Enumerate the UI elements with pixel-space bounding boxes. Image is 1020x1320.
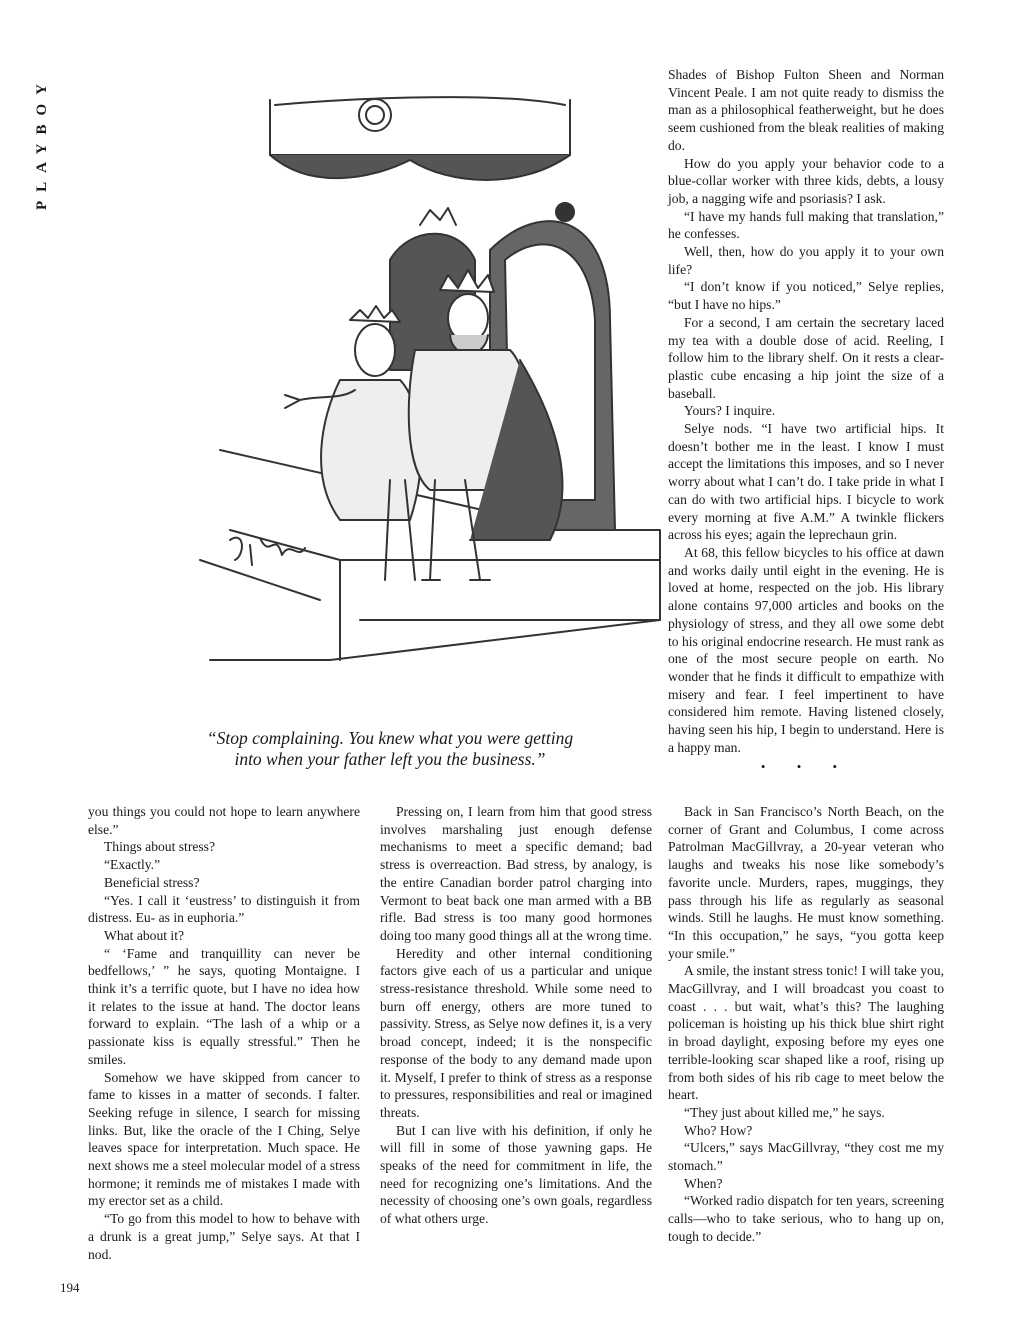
article-column-2 xyxy=(380,803,652,1228)
paragraph: “ ‘Fame and tranquillity can never be bedfellows,’ ” he says, quoting Montaigne. I think it’s a terrific quote, but I have no idea how it relates to the issue at hand. The doctor leans forward to explain. “The lash of a whip or a passionate kiss is equally stressful.” Then he smiles. xyxy=(88,945,360,1067)
caption-line-2: into when your father left you the business.” xyxy=(234,749,546,769)
cartoon-illustration xyxy=(190,60,670,720)
article-column-right-top xyxy=(668,66,944,776)
paragraph: “Yes. I call it ‘eustress’ to distinguish it from distress. Eu- as in euphoria.” xyxy=(88,892,360,926)
paragraph: But I can live with his definition, if only he will fill in some of those yawning gaps. He speaks of the need for commitment in life, the need for recognizing one’s limitations. And the necessity of choosing one’s own goals, regardless of what others urge. xyxy=(380,1122,652,1227)
paragraph: “I don’t know if you noticed,” Selye replies, “but I have no hips.” xyxy=(668,279,944,313)
article-column-3 xyxy=(668,803,944,1246)
paragraph: Beneficial stress? xyxy=(104,874,200,890)
paragraph: Who? How? xyxy=(684,1122,753,1138)
paragraph: “Exactly.” xyxy=(104,857,161,873)
paragraph: A smile, the instant stress tonic! I will take you, MacGillvray, and I will broadcast you coast to coast . . . but wait, what’s this? The laughing policeman is hoisting up his thick blue shirt right in broad daylight, exposing before my eyes one terrible-looking scar shaped like a roof, rising up from both sides of his rib cage to meet below the heart. xyxy=(668,963,944,1103)
paragraph: Things about stress? xyxy=(104,839,216,855)
paragraph: “I have my hands full making that translation,” he confesses. xyxy=(668,208,944,242)
paragraph: Pressing on, I learn from him that good stress involves marshaling just enough defense mechanisms to meet a specific demand; bad stress is overreaction. Bad stress, by analogy, is the entire Canadian border patrol charging into Vermont to beat back one man armed with a BB rifle. Bad stress is too many good hormones doing too many good things all at the wrong time. xyxy=(380,804,652,943)
paragraph: For a second, I am certain the secretary laced my tea with a double dose of acid. Reeling, I follow him to the library shelf. On it rests a clear-plastic cube encasing a hip joint the size of a baseball. xyxy=(668,314,944,401)
paragraph: “Ulcers,” says MacGillvray, “they cost me my stomach.” xyxy=(668,1140,944,1174)
paragraph: “To go from this model to how to behave with a drunk is a great jump,” Selye says. At that I nod. xyxy=(88,1211,360,1262)
paragraph: What about it? xyxy=(104,927,185,943)
paragraph: Somehow we have skipped from cancer to fame to kisses in a matter of seconds. I falter. Seeking refuge in silence, I search for missing links. But, like the oracle of the I Ching, Selye leaves space for interpretation. Much space. He next shows me a steel molecular model of a stress hormone; it reminds me of mistakes I made with my erector set as a child. xyxy=(88,1069,360,1209)
paragraph: Yours? I inquire. xyxy=(684,403,776,419)
section-break-dots: • • • xyxy=(760,759,852,775)
cartoon-caption xyxy=(140,728,640,770)
paragraph: How do you apply your behavior code to a blue-collar worker with three kids, debts, a lousy job, a nagging wife and psoriasis? I ask. xyxy=(668,155,944,206)
masthead xyxy=(28,60,68,220)
page-number: 194 xyxy=(60,1280,80,1295)
paragraph: “They just about killed me,” he says. xyxy=(684,1104,885,1120)
paragraph: you things you could not hope to learn anywhere else.” xyxy=(88,804,360,837)
paragraph: “Worked radio dispatch for ten years, screening calls—who to take serious, who to hang up on, tough to decide.” xyxy=(668,1193,944,1244)
masthead-text: PLAYBOY xyxy=(34,75,50,210)
caption-line-1: “Stop complaining. You knew what you were getting xyxy=(206,728,574,748)
paragraph: Back in San Francisco’s North Beach, on the corner of Grant and Columbus, I come across Patrolman MacGillvray, a 20-year veteran who laughs and tweaks his nose like somebody’s favorite uncle. Murders, rapes, muggings, they pass through his life as regularly as seasonal winds. Still he laughs. He must know something. “In this occupation,” he says, “you gotta keep your smile.” xyxy=(668,804,944,961)
paragraph: Selye nods. “I have two artificial hips. It doesn’t bother me in the least. I know I must accept the limitations this imposes, and so I never worry about what I can’t do. I take pride in what I can do with two artificial hips. I bicycle to work every morning at five A.M.” A twinkle flickers across his eyes; again the leprechaun grin. xyxy=(668,421,944,543)
article-column-1 xyxy=(88,803,360,1263)
paragraph: Well, then, how do you apply it to your own life? xyxy=(668,244,944,277)
paragraph: Heredity and other internal conditioning factors give each of us a particular and unique stress-resistance threshold. While some need to burn off energy, others are more tuned to passivity. Stress, as Selye now defines it, is a very broad concept, indeed; it is the nonspecific response of the body to any demand made upon it. Myself, I prefer to think of stress as a response to pressures, responsibilities and real or imagined threats. xyxy=(380,945,652,1120)
paragraph: Shades of Bishop Fulton Sheen and Norman Vincent Peale. I am not quite ready to dismiss the man as a philosophical featherweight, but he does seem cushioned from the bleak realities of making do. xyxy=(668,67,944,153)
paragraph: At 68, this fellow bicycles to his office at dawn and works daily until eight in the evening. He is loved at home, respected on the job. His library alone contains 97,000 articles and books on the physiology of stress, and they all owe some debt to his original endocrine research. He must rank as one of the most secure people on earth. No wonder that he finds it difficult to empathize with misery and fear. I feel impertinent to have considered him remote. Having listened closely, having seen his hip, I begin to understand. Here is a happy man. xyxy=(668,544,944,755)
paragraph: When? xyxy=(684,1175,723,1191)
